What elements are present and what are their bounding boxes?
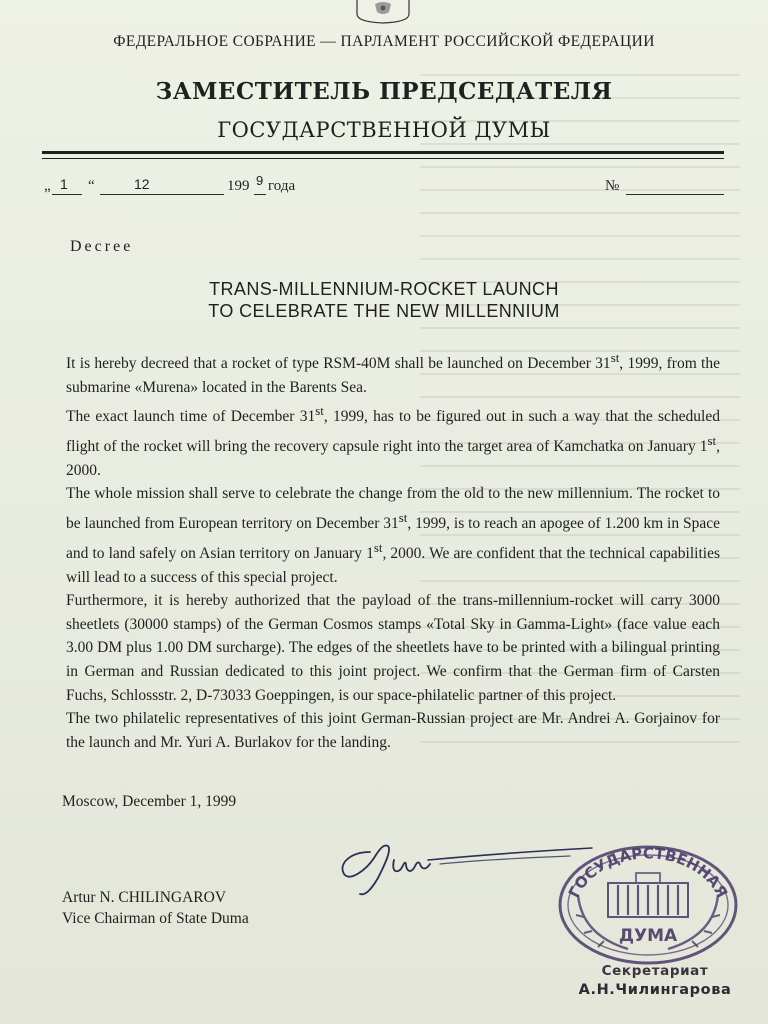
parliament-building-icon: [608, 873, 688, 917]
place-and-date: Moscow, December 1, 1999: [62, 793, 237, 810]
superscript-st: st: [315, 403, 324, 419]
decree-body: [66, 346, 720, 754]
paragraph-mission-text-a: The whole mission shall serve to celebrate the change from the old to the new millennium. The rocket to be launched from European territory on December 31: [66, 485, 720, 533]
secretariat-line-2: А.Н.Чилингарова: [578, 982, 732, 998]
deputy-chairman-title: ЗАМЕСТИТЕЛЬ ПРЕДСЕДАТЕЛЯ: [155, 78, 613, 105]
superscript-st: st: [398, 510, 408, 526]
paragraph-launch: [66, 346, 720, 399]
date-day-value: 1: [60, 176, 68, 192]
paragraph-payload: Furthermore, it is hereby authorized that the payload of the trans-millennium-rocket will carry 3000 sheetlets (30000 stamps) of the German Cosmos stamps «Total Sky in Gamma-Light» (face value each 3.00 DM plus 1.00 DM surcharge). The edges of the sheetlets have to be printed with a bilingual printing in German and Russian dedicated to this joint project. We confirm that the German firm of Carsten Fuchs, Schlossstr. 2, D-73033 Goeppingen, is our space-philatelic partner of this project.: [66, 592, 720, 704]
duma-seal-stamp: [548, 825, 748, 970]
superscript-st: st: [707, 433, 717, 449]
superscript-st: st: [610, 350, 620, 365]
stamp-bottom-text: ДУМА: [618, 926, 678, 946]
secretariat-line-1: Секретариат: [601, 963, 709, 979]
date-year-digit: 9: [256, 173, 264, 188]
document-title: [0, 278, 768, 322]
stamp-top-text: ГОСУДАРСТВЕННАЯ: [564, 844, 732, 901]
superscript-st: st: [373, 539, 383, 555]
header-rule-thick: [42, 151, 724, 154]
title-line-1: TRANS-MILLENNIUM-ROCKET LAUNCH: [209, 279, 559, 299]
header-rule-thin: [42, 158, 724, 159]
title-line-2: TO CELEBRATE THE NEW MILLENNIUM: [208, 301, 560, 321]
paragraph-mission-text-c: , 2000. We are confident that the technical capabilities will lead to a success of this special project.: [66, 544, 720, 586]
date-year-prefix: 199: [227, 178, 250, 194]
paragraph-mission: [66, 482, 720, 589]
number-field: [626, 178, 724, 195]
date-month-field: [100, 178, 224, 195]
parliament-heading: ФЕДЕРАЛЬНОЕ СОБРАНИЕ — ПАРЛАМЕНТ РОССИЙСКОЙ ФЕДЕРАЦИИ: [113, 33, 655, 50]
number-label: №: [605, 178, 620, 194]
paragraph-launch-text-b: , 1999, from the submarine «Murena» located in the Barents Sea.: [66, 355, 720, 396]
signatory-name: Artur N. CHILINGAROV: [62, 889, 227, 906]
date-line: [44, 173, 734, 202]
paragraph-timing-text-c: , 2000.: [66, 438, 720, 479]
state-duma-title: ГОСУДАРСТВЕННОЙ ДУМЫ: [217, 118, 551, 142]
paragraph-timing: [66, 399, 720, 482]
date-close-quote: “: [88, 178, 95, 194]
paragraph-timing-text-b: , 1999, has to be figured out in such a way that the scheduled flight of the rocket will bring the recovery capsule right into the target area of Kamchatka on January 1: [66, 408, 720, 456]
paragraph-representatives: The two philatelic representatives of this joint German-Russian project are Mr. Andrei A. Gorjainov for the launch and Mr. Yuri A. Burlakov for the landing.: [66, 710, 720, 751]
decree-label: Decree: [70, 238, 134, 255]
paragraph-mission-text-b: , 1999, is to reach an apogee of 1.200 km in Space and to land safely on Asian territory on January 1: [66, 515, 720, 562]
signatory-block: [62, 887, 249, 929]
signatory-role: Vice Chairman of State Duma: [62, 910, 249, 927]
coat-of-arms-emblem: [353, 0, 413, 24]
date-month-value: 12: [134, 176, 150, 192]
date-year-suffix: года: [268, 178, 296, 194]
secretariat-stamp-text: [560, 962, 750, 1000]
paragraph-launch-text-a: It is hereby decreed that a rocket of type RSM-40M shall be launched on December 31: [66, 355, 611, 373]
date-open-quote: „: [44, 178, 51, 194]
paragraph-timing-text-a: The exact launch time of December 31: [66, 408, 316, 426]
